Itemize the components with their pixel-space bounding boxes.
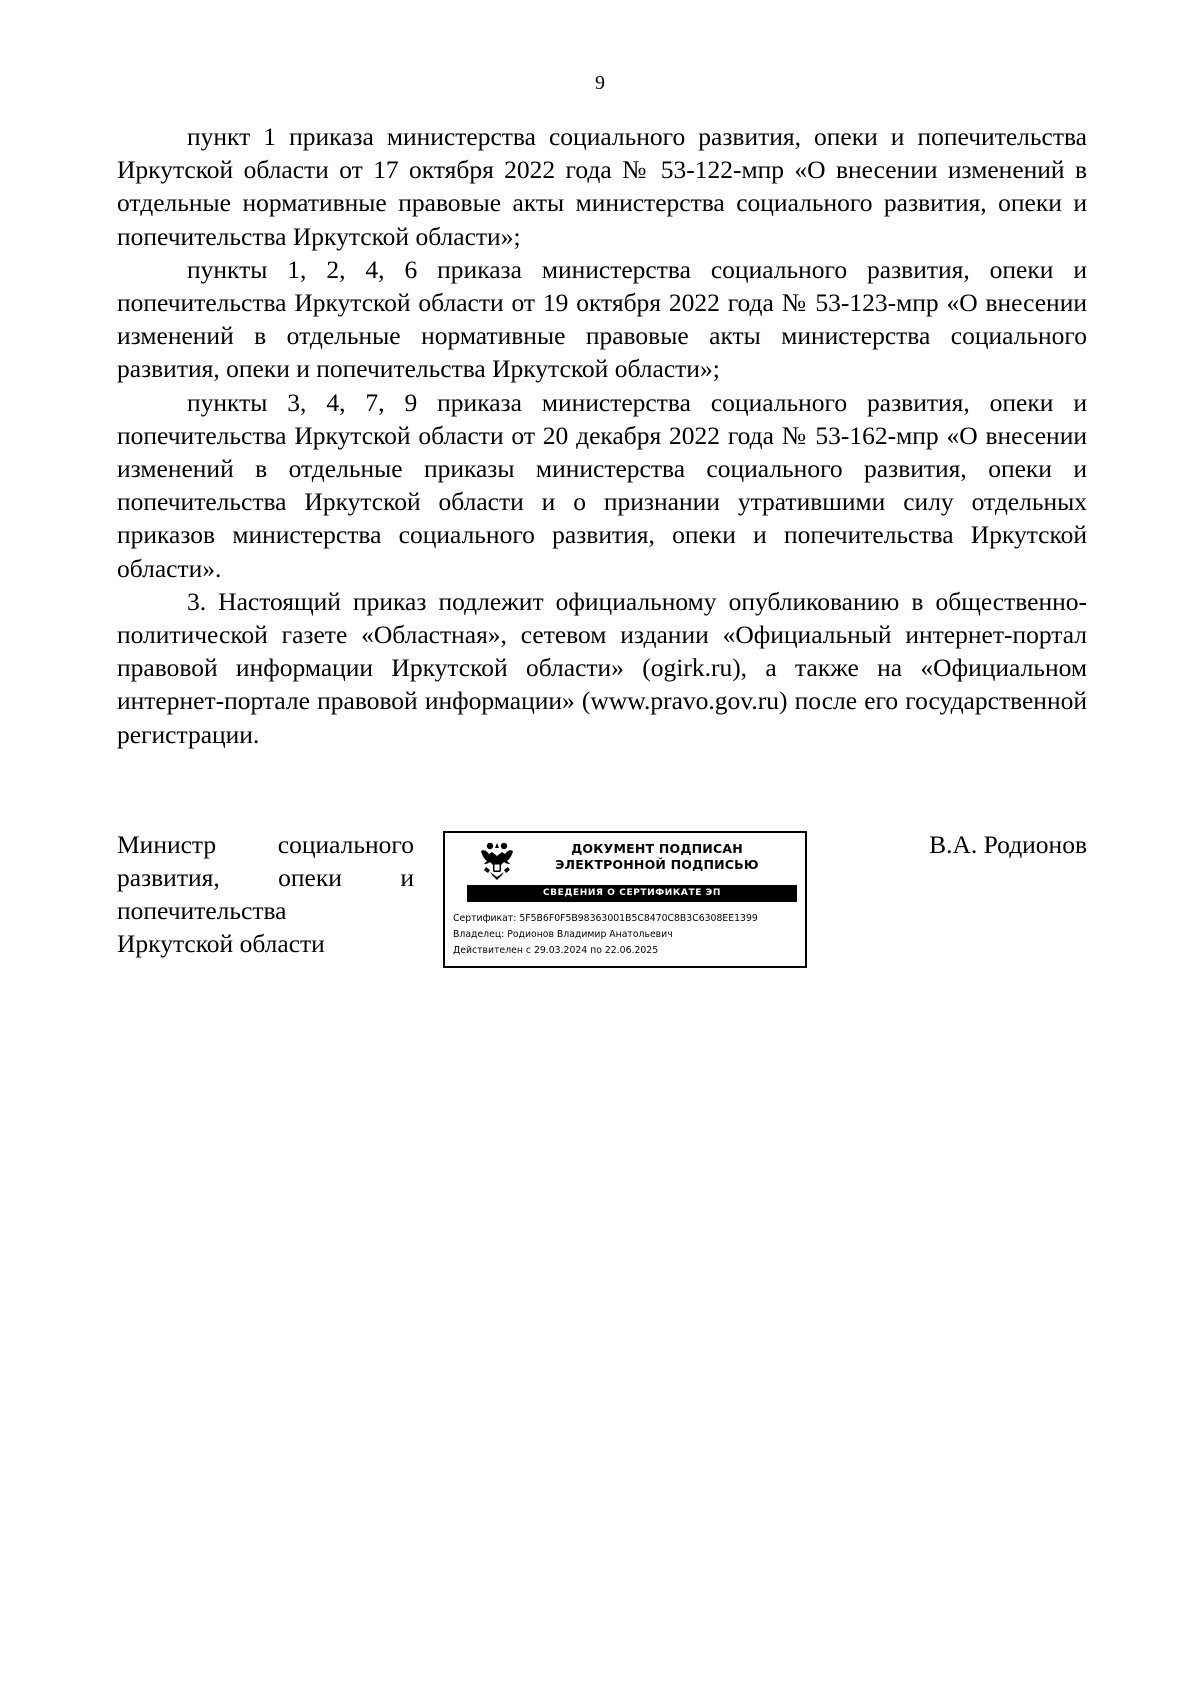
signer-title-line-4: Иркутской области: [117, 929, 325, 958]
electronic-signature-stamp: [443, 831, 807, 968]
signer-title-line-1: [117, 828, 414, 861]
paragraph-publication: 3. Настоящий приказ подлежит официальному опубликованию в общественно-политической газете «Областная», сетевом издании «Официальный интернет-портал правовой информации Иркутской области» (ogirk.ru), а также на «Официальном интернет-портале правовой информации» (www.pravo.gov.ru) после его государственной регистрации.: [117, 586, 1087, 749]
paragraph-item-3: пункты 3, 4, 7, 9 приказа министерства социального развития, опеки и попечительства Иркутской области от 20 декабря 2022 года № 53-162-мпр «О внесении изменений в отдельные приказы министерства социального развития, опеки и попечительства Иркутской области и о признании утратившими силу отдельных приказов министерства социального развития, опеки и попечительства Иркутской области».: [117, 387, 1087, 583]
certificate-info-bar: СВЕДЕНИЯ О СЕРТИФИКАТЕ ЭП: [467, 885, 797, 902]
signature-block: [117, 828, 1087, 988]
stamp-heading-line-1: ДОКУМЕНТ ПОДПИСАН: [571, 841, 743, 856]
certificate-owner: Владелец: Родионов Владимир Анатольевич: [453, 929, 673, 940]
signer-title-line-3: попечительства: [117, 896, 287, 925]
signer-title-line-2: [117, 861, 414, 894]
signer-title-word: опеки: [278, 863, 342, 892]
certificate-number: Сертификат: 5F5B6F0F5B98363001B5C8470C8B3C6308EE1399: [453, 913, 758, 924]
paragraph-item-1: пункт 1 приказа министерства социального развития, опеки и попечительства Иркутской области от 17 октября 2022 года № 53-122-мпр «О внесении изменений в отдельные нормативные правовые акты министерства социального развития, опеки и попечительства Иркутской области»;: [117, 122, 1087, 251]
page-number: 9: [595, 72, 605, 94]
signer-title-word: и: [400, 863, 414, 892]
signer-title-word: развития,: [117, 863, 220, 892]
signer-title-word: социального: [277, 830, 414, 859]
coat-of-arms-icon: [477, 839, 517, 883]
signer-title: [117, 828, 414, 960]
stamp-heading-line-2: ЭЛЕКТРОННОЙ ПОДПИСЬЮ: [555, 857, 759, 872]
document-body: [117, 120, 1087, 751]
stamp-heading: [537, 841, 777, 873]
signer-name: В.А. Родионов: [929, 830, 1087, 859]
certificate-validity: Действителен с 29.03.2024 по 22.06.2025: [453, 945, 659, 956]
certificate-details: [453, 911, 803, 959]
paragraph-item-2: пункты 1, 2, 4, 6 приказа министерства социального развития, опеки и попечительства Иркутской области от 19 октября 2022 года № 53-123-мпр «О внесении изменений в отдельные нормативные правовые акты министерства социального развития, опеки и попечительства Иркутской области»;: [117, 254, 1087, 384]
signer-title-word: Министр: [117, 830, 217, 859]
